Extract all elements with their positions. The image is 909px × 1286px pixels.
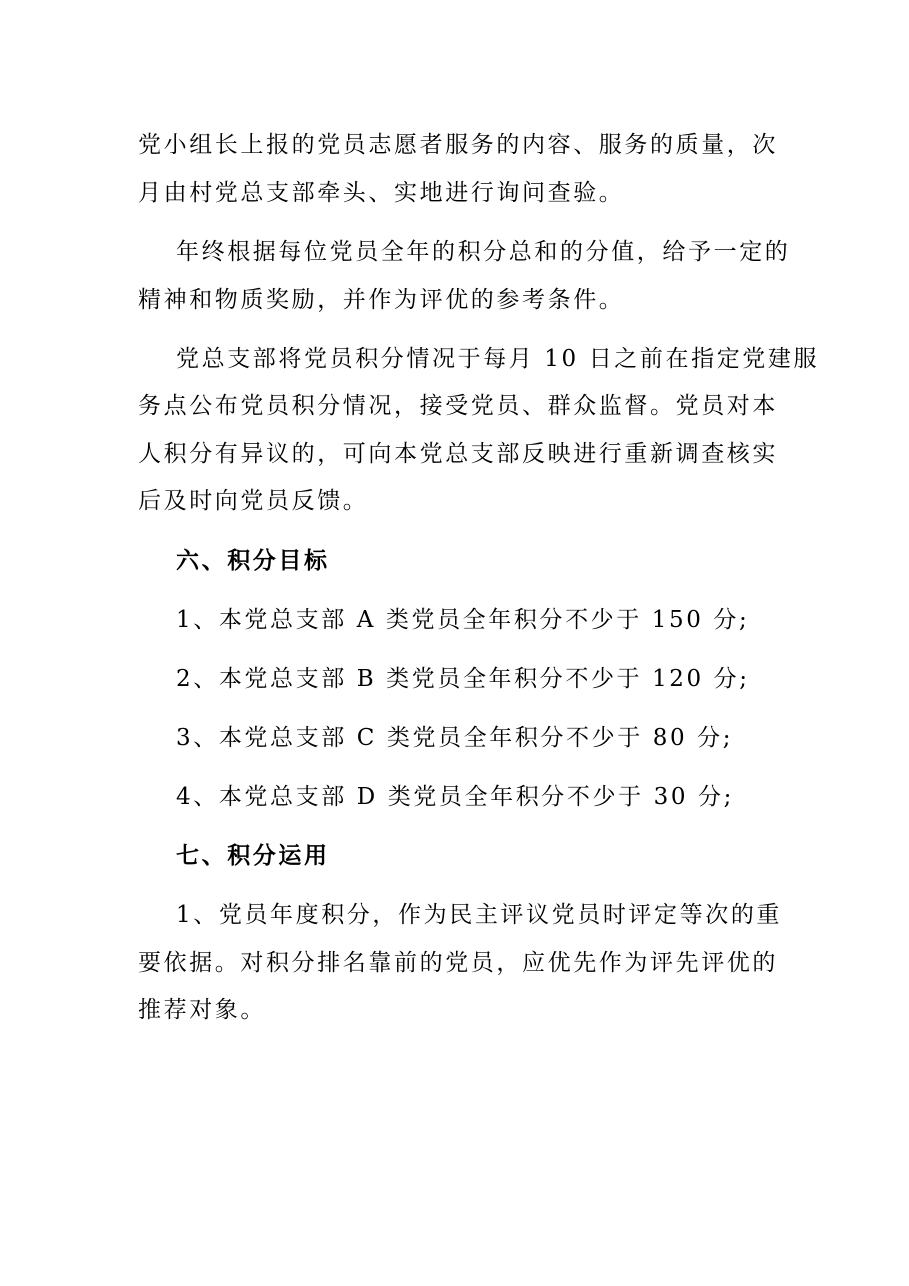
section-6-heading: 六、积分目标	[176, 547, 330, 574]
section-6-item-3: 3、本党总支部 C 类党员全年积分不少于 80 分;	[176, 725, 734, 751]
section-6-item-2: 2、本党总支部 B 类党员全年积分不少于 120 分;	[176, 666, 750, 692]
paragraph-3-line-1: 党总支部将党员积分情况于每月 10 日之前在指定党建服	[176, 346, 820, 372]
section-7-paragraph-line-3: 推荐对象。	[138, 997, 266, 1023]
section-7-heading: 七、积分运用	[176, 842, 330, 869]
section-6-item-1: 1、本党总支部 A 类党员全年积分不少于 150 分;	[176, 607, 750, 633]
paragraph-2-line-1: 年终根据每位党员全年的积分总和的分值，给予一定的	[176, 239, 791, 265]
paragraph-3-line-4: 后及时向党员反馈。	[138, 488, 369, 514]
paragraph-1-line-1: 党小组长上报的党员志愿者服务的内容、服务的质量，次	[138, 132, 778, 158]
paragraph-3-line-3: 人积分有异议的，可向本党总支部反映进行重新调查核实	[138, 441, 778, 467]
section-6-item-4: 4、本党总支部 D 类党员全年积分不少于 30 分;	[176, 784, 734, 810]
paragraph-1-line-2: 月由村党总支部牵头、实地进行询问查验。	[138, 180, 625, 206]
section-7-paragraph-line-2: 要依据。对积分排名靠前的党员，应优先作为评先评优的	[138, 950, 778, 976]
section-7-paragraph-line-1: 1、党员年度积分，作为民主评议党员时评定等次的重	[176, 902, 783, 928]
paragraph-3-line-2: 务点公布党员积分情况，接受党员、群众监督。党员对本	[138, 393, 778, 419]
paragraph-2-line-2: 精神和物质奖励，并作为评优的参考条件。	[138, 287, 625, 313]
